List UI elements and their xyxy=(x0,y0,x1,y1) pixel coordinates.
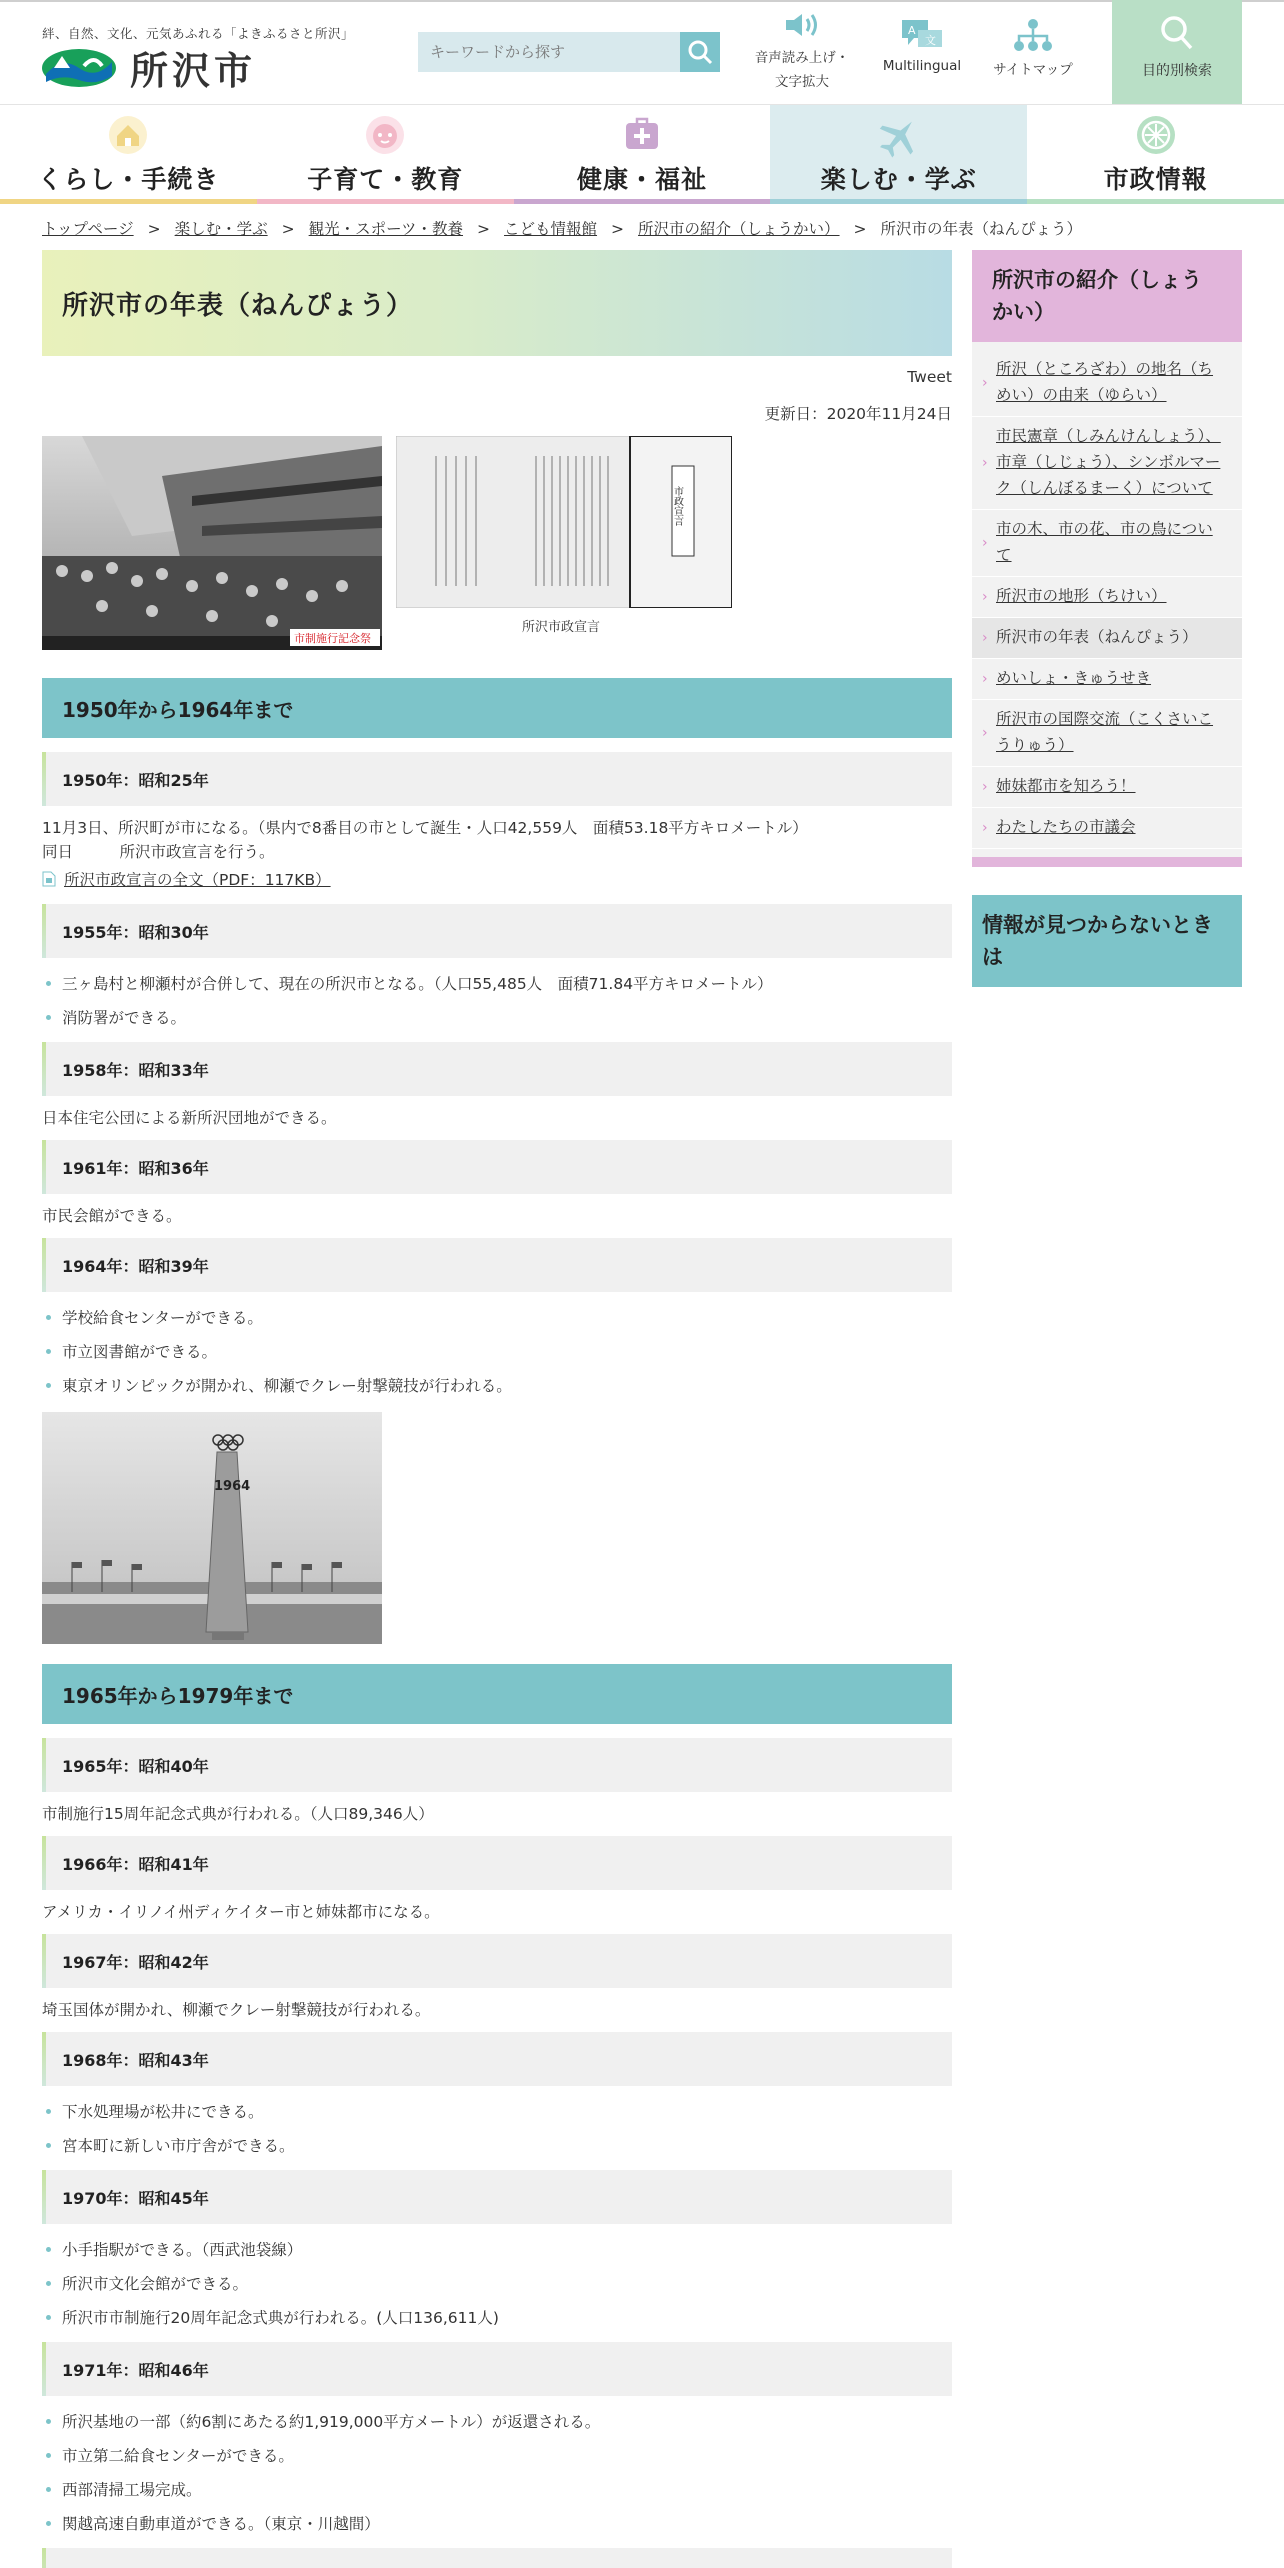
sidebar-link[interactable]: 所沢市の地形（ちけい） xyxy=(996,587,1167,605)
year-heading: 1971年：昭和46年 xyxy=(42,2342,952,2396)
nav-color-bar xyxy=(770,199,1027,204)
multilingual-icon xyxy=(900,18,944,52)
voice-reading-link[interactable] xyxy=(752,10,852,90)
sidebar-item[interactable] xyxy=(972,808,1242,849)
sidebar-item[interactable] xyxy=(972,510,1242,577)
main-content xyxy=(42,250,952,2568)
year-heading: 1950年：昭和25年 xyxy=(42,752,952,806)
year-heading: 1958年：昭和33年 xyxy=(42,1042,952,1096)
year-text: アメリカ・イリノイ州ディケイター市と姉妹都市になる。 xyxy=(42,1903,440,1921)
nav-color-bar xyxy=(514,199,771,204)
multilingual-link[interactable] xyxy=(880,18,964,74)
search-box xyxy=(418,32,720,72)
year-text: 埼玉国体が開かれ、柳瀬でクレー射撃競技が行われる。 xyxy=(42,2001,431,2019)
sidebar-item[interactable] xyxy=(972,577,1242,618)
svg-text:文: 文 xyxy=(925,34,936,47)
year-heading: 1968年：昭和43年 xyxy=(42,2032,952,2086)
top-border xyxy=(0,0,1284,2)
list-item: 市立図書館ができる。 xyxy=(42,1342,952,1362)
sidebar-link[interactable]: わたしたちの市議会 xyxy=(996,818,1136,836)
year-heading: 1955年：昭和30年 xyxy=(42,904,952,958)
olympic-tower-photo xyxy=(42,1412,382,1644)
year-heading: 1966年：昭和41年 xyxy=(42,1836,952,1890)
year-list xyxy=(42,1308,952,1396)
nav-childcare[interactable] xyxy=(257,105,514,204)
year-heading: 1964年：昭和39年 xyxy=(42,1238,952,1292)
pdf-link[interactable]: 所沢市政宣言の全文（PDF：117KB） xyxy=(64,871,331,889)
page-title: 所沢市の年表（ねんぴょう） xyxy=(42,250,952,356)
year-text: 市制施行15周年記念式典が行われる。（人口89,346人） xyxy=(42,1805,434,1823)
year-heading: 1965年：昭和40年 xyxy=(42,1738,952,1792)
list-item: 宮本町に新しい市庁舎ができる。 xyxy=(42,2136,952,2156)
list-item: 小手指駅ができる。（西武池袋線） xyxy=(42,2240,952,2260)
breadcrumb xyxy=(42,217,1082,239)
site-tagline: 絆、自然、文化、元気あふれる「よきふるさと所沢」 xyxy=(42,26,355,41)
year-text: 日本住宅公団による新所沢団地ができる。 xyxy=(42,1109,337,1127)
nav-health[interactable] xyxy=(514,105,771,204)
airplane-icon xyxy=(877,115,921,159)
year-list xyxy=(42,2412,952,2534)
sidebar-item[interactable] xyxy=(972,700,1242,767)
list-item: 三ヶ島村と柳瀬村が合併して、現在の所沢市となる。（人口55,485人 面積71.84平方キロメートル） xyxy=(42,974,952,994)
sidebar xyxy=(972,250,1242,987)
multilingual-label: Multilingual xyxy=(882,58,962,74)
nav-city-info[interactable] xyxy=(1027,105,1284,204)
baby-face-icon xyxy=(365,115,405,155)
year-text: 同日 所沢市政宣言を行う。 xyxy=(42,843,275,861)
doc-title-text: 市政宣言 xyxy=(671,486,683,526)
nav-label: 楽しむ・学ぶ xyxy=(820,165,977,194)
section-heading: 1965年から1979年まで xyxy=(42,1664,952,1724)
photo-row xyxy=(42,436,952,658)
nav-enjoy-learn[interactable] xyxy=(770,105,1027,204)
declaration-photo xyxy=(396,436,732,608)
breadcrumb-sep: > xyxy=(853,220,867,238)
tower-year-text: 1964 xyxy=(214,1479,251,1494)
breadcrumb-link[interactable]: こども情報館 xyxy=(504,220,598,238)
section-heading: 1950年から1964年まで xyxy=(42,678,952,738)
sidebar-link[interactable]: めいしょ・きゅうせき xyxy=(996,669,1152,687)
global-nav xyxy=(0,104,1284,204)
nav-color-bar xyxy=(0,199,257,204)
sidebar-item[interactable] xyxy=(972,417,1242,510)
sitemap-link[interactable] xyxy=(988,18,1078,78)
house-icon xyxy=(108,115,148,155)
breadcrumb-sep: > xyxy=(147,220,161,238)
list-item: 関越高速自動車道ができる。（東京・川越間） xyxy=(42,2514,952,2534)
search-input[interactable] xyxy=(418,32,680,72)
nav-label: 健康・福祉 xyxy=(576,165,707,194)
sidebar-list xyxy=(972,342,1242,857)
year-heading-partial xyxy=(42,2548,952,2568)
pdf-link-row xyxy=(42,868,952,890)
speaker-icon xyxy=(782,10,822,40)
breadcrumb-link[interactable]: 楽しむ・学ぶ xyxy=(174,220,268,238)
sidebar-title: 所沢市の紹介（しょうかい） xyxy=(972,250,1242,342)
voice-label-line2: 文字拡大 xyxy=(775,74,829,90)
city-logo-icon xyxy=(40,46,118,88)
breadcrumb-link[interactable]: トップページ xyxy=(42,220,134,238)
voice-label-line1: 音声読み上げ・ xyxy=(754,50,850,66)
list-item: 所沢基地の一部（約6割にあたる約1,919,000平方メートル）が返還される。 xyxy=(42,2412,952,2432)
sitemap-label: サイトマップ xyxy=(993,62,1073,78)
nav-color-bar xyxy=(1027,199,1284,204)
year-heading: 1967年：昭和42年 xyxy=(42,1934,952,1988)
breadcrumb-current: 所沢市の年表（ねんぴょう） xyxy=(880,220,1083,238)
nav-living[interactable] xyxy=(0,105,257,204)
city-emblem-icon xyxy=(1136,115,1176,155)
list-item: 西部清掃工場完成。 xyxy=(42,2480,952,2500)
search-button[interactable] xyxy=(680,32,720,72)
sidebar-item[interactable] xyxy=(972,767,1242,808)
medical-bag-icon xyxy=(622,115,662,155)
breadcrumb-link[interactable]: 所沢市の紹介（しょうかい） xyxy=(638,220,840,238)
year-heading: 1970年：昭和45年 xyxy=(42,2170,952,2224)
list-item: 消防署ができる。 xyxy=(42,1008,952,1028)
tweet-button[interactable] xyxy=(42,368,952,390)
pdf-icon xyxy=(42,871,56,887)
list-item: 東京オリンピックが開かれ、柳瀬でクレー射撃競技が行われる。 xyxy=(42,1376,952,1396)
sidebar-link[interactable]: 市の木、市の花、市の鳥について xyxy=(996,520,1213,564)
search-icon xyxy=(687,39,713,65)
list-item: 学校給食センターができる。 xyxy=(42,1308,952,1328)
sidebar-current-label: 所沢市の年表（ねんぴょう） xyxy=(996,628,1198,646)
breadcrumb-sep: > xyxy=(281,220,295,238)
list-item: 所沢市文化会館ができる。 xyxy=(42,2274,952,2294)
nav-label: 市政情報 xyxy=(1103,165,1208,194)
photo-caption: 所沢市政宣言 xyxy=(521,620,600,635)
sidebar-bottom-bar xyxy=(972,857,1242,867)
nav-color-bar xyxy=(257,199,514,204)
nav-label: 子育て・教育 xyxy=(307,165,464,194)
year-text: 市民会館ができる。 xyxy=(42,1207,182,1225)
photo-badge-text: 市制施行記念祭 xyxy=(294,632,371,645)
list-item: 市立第二給食センターができる。 xyxy=(42,2446,952,2466)
breadcrumb-sep: > xyxy=(611,220,625,238)
sidebar-link[interactable]: 所沢（ところざわ）の地名（ちめい）の由来（ゆらい） xyxy=(996,360,1214,404)
year-heading: 1961年：昭和36年 xyxy=(42,1140,952,1194)
purpose-search-label: 目的別検索 xyxy=(1142,63,1212,79)
sidebar-link[interactable]: 所沢市の国際交流（こくさいこうりゅう） xyxy=(996,710,1214,754)
sidebar-item[interactable] xyxy=(972,659,1242,700)
year-list xyxy=(42,2240,952,2328)
list-item: 所沢市市制施行20周年記念式典が行われる。(人口136,611人) xyxy=(42,2308,952,2328)
nav-label: くらし・手続き xyxy=(37,165,220,194)
year-list xyxy=(42,2102,952,2156)
tweet-label: Tweet xyxy=(907,368,952,386)
sitemap-icon xyxy=(1013,18,1053,52)
logo-text: 所沢市 xyxy=(130,47,257,93)
breadcrumb-link[interactable]: 観光・スポーツ・教養 xyxy=(308,220,464,238)
purpose-search-button[interactable] xyxy=(1112,0,1242,104)
year-text: 11月3日、所沢町が市になる。（県内で8番目の市として誕生・人口42,559人 面積53.18平方キロメートル） xyxy=(42,819,808,837)
svg-text:A: A xyxy=(908,24,916,37)
list-item: 下水処理場が松井にできる。 xyxy=(42,2102,952,2122)
year-list xyxy=(42,974,952,1028)
sidebar-link[interactable]: 姉妹都市を知ろう！ xyxy=(996,777,1136,795)
sidebar-link[interactable]: 市民憲章（しみんけんしょう）、市章（しじょう）、シンボルマーク（しんぼるまーく）について xyxy=(996,427,1221,497)
site-logo[interactable] xyxy=(40,44,257,93)
sidebar-item-current xyxy=(972,618,1242,659)
breadcrumb-sep: > xyxy=(477,220,491,238)
not-found-heading[interactable]: 情報が見つからないときは xyxy=(972,895,1242,987)
sidebar-item[interactable] xyxy=(972,350,1242,417)
updated-date: 更新日：2020年11月24日 xyxy=(764,405,952,423)
parade-photo xyxy=(42,436,382,650)
magnifier-icon xyxy=(1159,14,1195,52)
